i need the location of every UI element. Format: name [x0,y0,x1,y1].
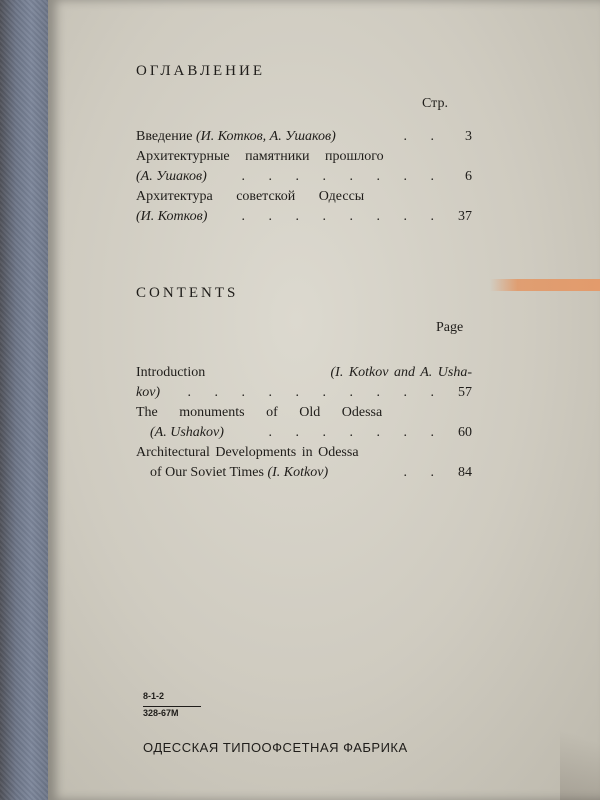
toc-entry-title: Введение [136,129,193,144]
toc-entry-monuments-en[interactable] [136,403,472,443]
imprint-code-1: 8-1-2 [143,691,165,701]
toc-entry-title: Архитектура советской Одессы [136,189,365,204]
toc-leader-dots: . . . . . . . . . . [187,385,444,400]
toc-entry-author: (А. Ушаков) [136,169,207,184]
toc-leader-dots: . . [403,129,444,144]
toc-entry-author: (I. Kotkov and A. Usha- [330,365,472,380]
toc-page-number: 60 [458,425,472,440]
toc-entry-introduction-en[interactable] [136,363,472,403]
toc-entry-title: Introduction [136,365,206,380]
toc-page-number: 6 [465,169,472,184]
russian-page-label: Стр. [422,96,448,111]
toc-page-number: 84 [458,465,472,480]
imprint-divider [143,706,201,707]
english-page-label: Page [436,320,464,335]
toc-entry-title: The monuments of Old Odessa [136,405,383,420]
toc-entry-soviet-ru[interactable] [136,187,472,227]
toc-entry-author: (И. Котков, А. Ушаков) [195,129,336,144]
toc-entry-monuments-ru[interactable] [136,147,472,187]
toc-entry-soviet-en[interactable] [136,443,472,483]
toc-page-number: 3 [465,129,472,144]
toc-entry-author: (I. Kotkov) [267,465,329,480]
toc-leader-dots: . . . . . . . . [241,209,444,224]
toc-leader-dots: . . . . . . . [268,425,444,440]
toc-entry-title-continued: of Our Soviet Times [150,465,264,480]
toc-leader-dots: . . [403,465,444,480]
russian-toc-heading: ОГЛАВЛЕНИЕ [136,63,265,79]
english-toc-list [136,363,472,483]
printer-name: ОДЕССКАЯ ТИПООФСЕТНАЯ ФАБРИКА [143,740,408,755]
imprint-code-2: 328-67M [143,708,179,718]
worn-corner [560,695,600,800]
toc-entry-title: Архитектурные памятники прошлого [136,149,384,164]
russian-toc-list [136,127,472,227]
edge-stain [490,279,600,291]
toc-entry-author: (И. Котков) [136,209,208,224]
toc-page-number: 37 [458,209,472,224]
toc-entry-author: (A. Ushakov) [150,425,224,440]
toc-entry-introduction-ru[interactable] [136,127,472,147]
toc-leader-dots: . . . . . . . . [241,169,444,184]
toc-entry-title: Architectural Developments in Odessa [136,445,359,460]
toc-entry-author-continued: kov) [136,385,161,400]
toc-page-number: 57 [458,385,472,400]
book-spine [0,0,52,800]
english-toc-heading: CONTENTS [136,285,239,301]
